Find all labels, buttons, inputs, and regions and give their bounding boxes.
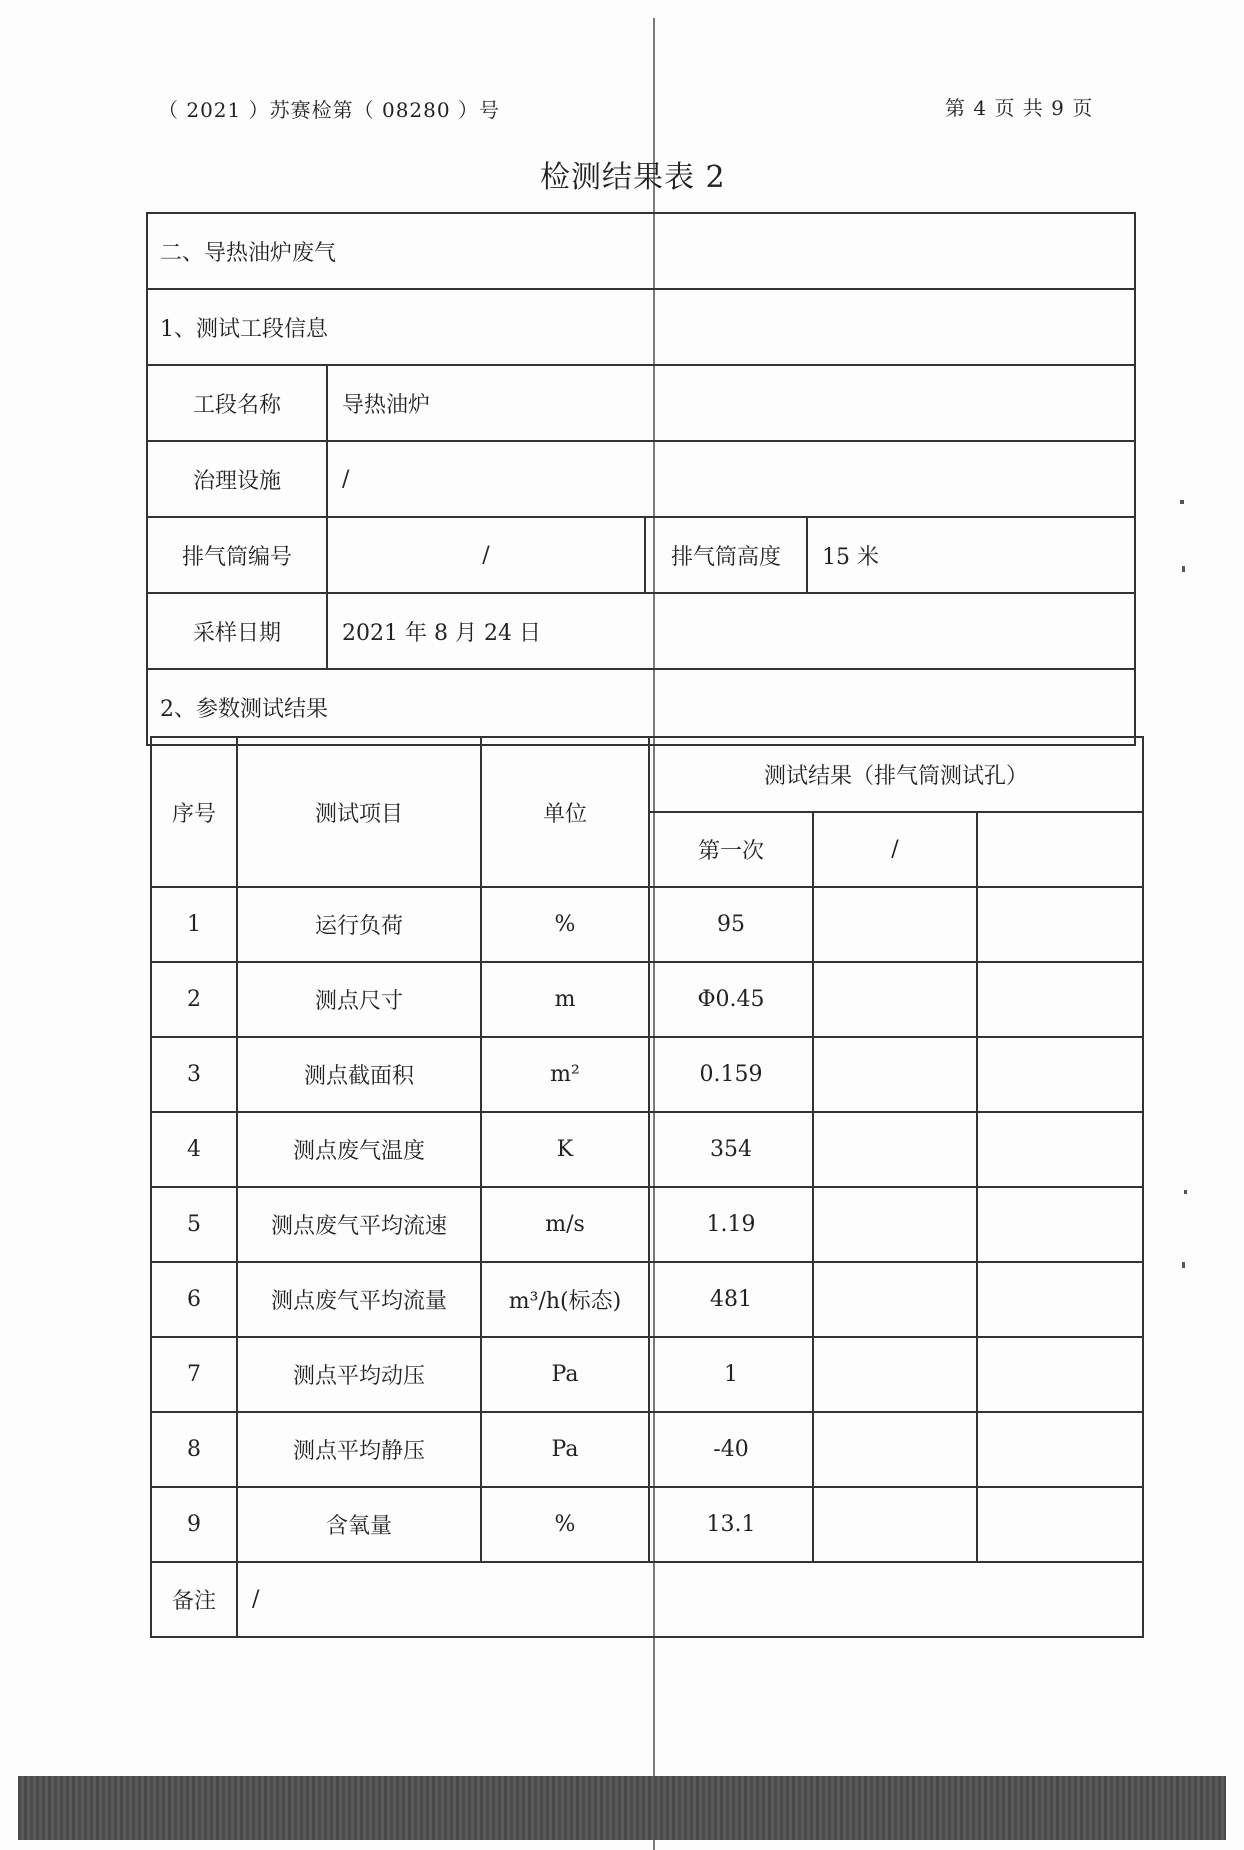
sample-date-value: 2021 年 8 月 24 日 — [327, 593, 1135, 669]
stack-number-label: 排气筒编号 — [147, 517, 327, 593]
row-value-first: 0.159 — [649, 1037, 813, 1112]
row-item: 测点平均动压 — [237, 1337, 481, 1412]
row-item: 运行负荷 — [237, 887, 481, 962]
row-value-second — [813, 887, 977, 962]
row-unit: K — [481, 1112, 649, 1187]
remark-label: 备注 — [151, 1562, 237, 1637]
row-value-third — [977, 1037, 1143, 1112]
row-seq: 7 — [151, 1337, 237, 1412]
table-row — [151, 1262, 1143, 1337]
row-value-first: 354 — [649, 1112, 813, 1187]
row-value-third — [977, 1112, 1143, 1187]
parameter-rows — [151, 887, 1143, 1562]
scan-speck — [1180, 500, 1184, 504]
section-heading: 二、导热油炉废气 — [147, 213, 1135, 289]
segment-info-table — [146, 212, 1136, 746]
row-value-second — [813, 1412, 977, 1487]
header-second: / — [813, 812, 977, 887]
header-item: 测试项目 — [237, 737, 481, 887]
parameter-results-table — [150, 736, 1144, 1638]
row-value-first: Φ0.45 — [649, 962, 813, 1037]
row-value-first: 1.19 — [649, 1187, 813, 1262]
header-unit: 单位 — [481, 737, 649, 887]
section-name-label: 工段名称 — [147, 365, 327, 441]
document-title: 检测结果表 2 — [540, 160, 726, 195]
table-row — [151, 1487, 1143, 1562]
row-value-second — [813, 962, 977, 1037]
report-number: （ 2021 ）苏赛检第（ 08280 ）号 — [158, 98, 500, 122]
row-value-second — [813, 1112, 977, 1187]
row-item: 含氧量 — [237, 1487, 481, 1562]
row-seq: 2 — [151, 962, 237, 1037]
header-result: 测试结果（排气筒测试孔） — [649, 737, 1143, 812]
table-row — [151, 1187, 1143, 1262]
row-item: 测点平均静压 — [237, 1412, 481, 1487]
row-value-second — [813, 1262, 977, 1337]
row-seq: 5 — [151, 1187, 237, 1262]
scan-dark-band — [18, 1776, 1226, 1840]
subsection-heading: 1、测试工段信息 — [147, 289, 1135, 365]
row-value-third — [977, 1412, 1143, 1487]
table-row — [151, 887, 1143, 962]
table-row — [151, 1412, 1143, 1487]
table-row — [151, 962, 1143, 1037]
row-seq: 4 — [151, 1112, 237, 1187]
stack-height-label: 排气筒高度 — [645, 517, 807, 593]
stack-height-value: 15 米 — [807, 517, 1135, 593]
remark-value: / — [237, 1562, 1143, 1637]
row-seq: 8 — [151, 1412, 237, 1487]
row-value-first: 1 — [649, 1337, 813, 1412]
row-value-third — [977, 1337, 1143, 1412]
row-value-first: -40 — [649, 1412, 813, 1487]
treatment-value: / — [327, 441, 1135, 517]
scan-speck — [1182, 1262, 1185, 1268]
section-name-value: 导热油炉 — [327, 365, 1135, 441]
row-unit: m² — [481, 1037, 649, 1112]
row-unit: m — [481, 962, 649, 1037]
row-value-third — [977, 1487, 1143, 1562]
header-seq: 序号 — [151, 737, 237, 887]
row-item: 测点废气平均流速 — [237, 1187, 481, 1262]
row-value-first: 13.1 — [649, 1487, 813, 1562]
subsection-heading-2: 2、参数测试结果 — [147, 669, 1135, 745]
row-item: 测点废气平均流量 — [237, 1262, 481, 1337]
row-value-third — [977, 962, 1143, 1037]
row-value-second — [813, 1037, 977, 1112]
stack-number-value: / — [327, 517, 645, 593]
row-unit: Pa — [481, 1412, 649, 1487]
row-unit: Pa — [481, 1337, 649, 1412]
row-value-second — [813, 1337, 977, 1412]
row-seq: 9 — [151, 1487, 237, 1562]
header-first: 第一次 — [649, 812, 813, 887]
row-value-third — [977, 1262, 1143, 1337]
row-value-third — [977, 1187, 1143, 1262]
table-row — [151, 1037, 1143, 1112]
row-seq: 1 — [151, 887, 237, 962]
row-value-second — [813, 1487, 977, 1562]
scan-speck — [1182, 566, 1185, 572]
page-number: 第 4 页 共 9 页 — [945, 96, 1094, 120]
table-row — [151, 1337, 1143, 1412]
row-value-third — [977, 887, 1143, 962]
row-item: 测点尺寸 — [237, 962, 481, 1037]
row-unit: % — [481, 887, 649, 962]
scan-speck — [1184, 1190, 1187, 1194]
row-item: 测点截面积 — [237, 1037, 481, 1112]
header-third — [977, 812, 1143, 887]
treatment-label: 治理设施 — [147, 441, 327, 517]
table-row — [151, 1112, 1143, 1187]
row-unit: % — [481, 1487, 649, 1562]
row-seq: 6 — [151, 1262, 237, 1337]
row-seq: 3 — [151, 1037, 237, 1112]
sample-date-label: 采样日期 — [147, 593, 327, 669]
row-value-second — [813, 1187, 977, 1262]
row-unit: m³/h(标态) — [481, 1262, 649, 1337]
row-value-first: 481 — [649, 1262, 813, 1337]
row-item: 测点废气温度 — [237, 1112, 481, 1187]
row-value-first: 95 — [649, 887, 813, 962]
row-unit: m/s — [481, 1187, 649, 1262]
